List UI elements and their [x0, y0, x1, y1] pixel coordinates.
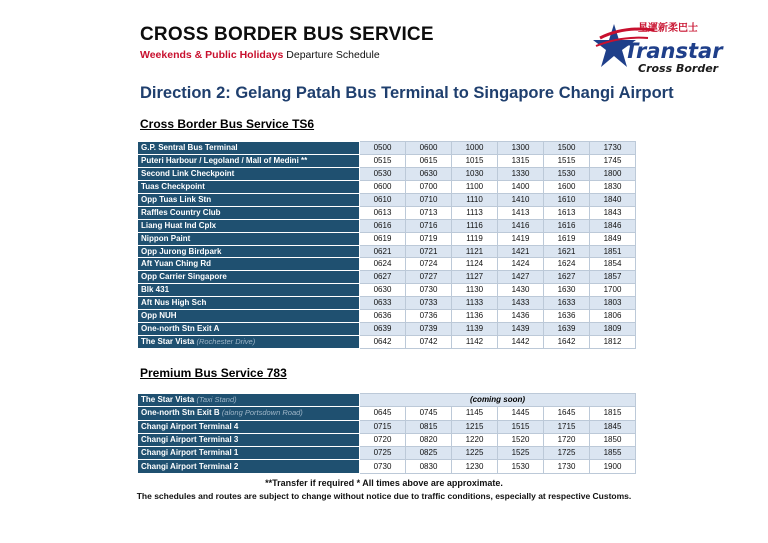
departure-time-cell: 1809 — [590, 323, 636, 336]
table-row — [138, 447, 636, 460]
departure-time-cell: 0530 — [360, 167, 406, 180]
stop-cell — [138, 193, 360, 206]
logo-chinese-text: 星運新柔巴士 — [638, 23, 698, 34]
departure-time-cell: 1843 — [590, 206, 636, 219]
stop-cell — [138, 154, 360, 167]
stop-name: One-north Stn Exit B — [141, 408, 220, 418]
departure-time-cell: 1645 — [544, 407, 590, 420]
stop-note: (along Portsdown Road) — [221, 408, 303, 418]
departure-time-cell: 1624 — [544, 258, 590, 271]
stop-name: The Star Vista — [141, 337, 195, 347]
departure-time-cell: 1715 — [544, 420, 590, 433]
stop-cell — [138, 219, 360, 232]
departure-time-cell: 1225 — [452, 447, 498, 460]
table-row — [138, 433, 636, 446]
departure-time-cell: 0610 — [360, 193, 406, 206]
departure-time-cell: 0645 — [360, 407, 406, 420]
stop-name: Liang Huat Ind Cplx — [141, 220, 217, 230]
departure-time-cell: 1030 — [452, 167, 498, 180]
stop-name: Opp Jurong Birdpark — [141, 246, 222, 256]
stop-name: One-north Stn Exit A — [141, 324, 220, 334]
departure-time-cell: 0639 — [360, 323, 406, 336]
departure-time-cell: 0615 — [406, 154, 452, 167]
departure-time-cell: 1515 — [544, 154, 590, 167]
departure-time-cell: 1619 — [544, 232, 590, 245]
stop-cell — [138, 297, 360, 310]
departure-time-cell: 1855 — [590, 447, 636, 460]
departure-time-cell: 0600 — [360, 180, 406, 193]
departure-time-cell: 0736 — [406, 310, 452, 323]
departure-time-cell: 0515 — [360, 154, 406, 167]
stop-cell — [138, 206, 360, 219]
departure-time-cell: 1830 — [590, 180, 636, 193]
stop-cell — [138, 407, 360, 420]
departure-time-cell: 1000 — [452, 142, 498, 155]
departure-time-cell: 1230 — [452, 460, 498, 473]
p783-title: Premium Bus Service 783 — [140, 366, 287, 380]
departure-time-cell: 1840 — [590, 193, 636, 206]
stop-cell — [138, 420, 360, 433]
departure-time-cell: 1113 — [452, 206, 498, 219]
departure-time-cell: 1627 — [544, 271, 590, 284]
departure-time-cell: 0630 — [360, 284, 406, 297]
stop-name: Nippon Paint — [141, 233, 191, 243]
departure-time-cell: 1100 — [452, 180, 498, 193]
departure-time-cell: 1136 — [452, 310, 498, 323]
departure-time-cell: 1846 — [590, 219, 636, 232]
departure-time-cell: 1421 — [498, 245, 544, 258]
stop-name: The Star Vista — [141, 395, 195, 405]
departure-time-cell: 0642 — [360, 336, 406, 349]
table-row — [138, 271, 636, 284]
page-title: CROSS BORDER BUS SERVICE — [140, 24, 434, 45]
departure-time-cell: 0745 — [406, 407, 452, 420]
departure-time-cell: 1815 — [590, 407, 636, 420]
departure-time-cell: 1130 — [452, 284, 498, 297]
ts6-title: Cross Border Bus Service TS6 — [140, 117, 315, 131]
table-row — [138, 245, 636, 258]
departure-time-cell: 0719 — [406, 232, 452, 245]
stop-name: Puteri Harbour / Legoland / Mall of Medini ** — [141, 155, 308, 165]
table-row — [138, 460, 636, 473]
stop-cell — [138, 180, 360, 193]
departure-time-cell: 1215 — [452, 420, 498, 433]
coming-soon-cell: (coming soon) — [360, 394, 636, 407]
departure-time-cell: 1400 — [498, 180, 544, 193]
departure-time-cell: 0627 — [360, 271, 406, 284]
departure-time-cell: 0619 — [360, 232, 406, 245]
stop-name: Aft Nus High Sch — [141, 298, 207, 308]
departure-time-cell: 1850 — [590, 433, 636, 446]
table-row — [138, 154, 636, 167]
departure-time-cell: 1630 — [544, 284, 590, 297]
departure-time-cell: 0724 — [406, 258, 452, 271]
departure-time-cell: 0600 — [406, 142, 452, 155]
stop-cell — [138, 460, 360, 473]
departure-time-cell: 1800 — [590, 167, 636, 180]
departure-time-cell: 0710 — [406, 193, 452, 206]
stop-cell — [138, 433, 360, 446]
departure-time-cell: 1530 — [498, 460, 544, 473]
transtar-logo-graphic — [594, 20, 723, 78]
table-row — [138, 167, 636, 180]
departure-time-cell: 0715 — [360, 420, 406, 433]
departure-time-cell: 1806 — [590, 310, 636, 323]
table-row — [138, 284, 636, 297]
table-row — [138, 310, 636, 323]
footer-disclaimer: The schedules and routes are subject to change without notice due to traffic conditions, especially at respective Customs. — [136, 491, 632, 501]
departure-time-cell: 1845 — [590, 420, 636, 433]
departure-time-cell: 0825 — [406, 447, 452, 460]
departure-time-cell: 0725 — [360, 447, 406, 460]
departure-time-cell: 1730 — [590, 142, 636, 155]
departure-time-cell: 1124 — [452, 258, 498, 271]
departure-time-cell: 1525 — [498, 447, 544, 460]
departure-time-cell: 1642 — [544, 336, 590, 349]
departure-time-cell: 1145 — [452, 407, 498, 420]
stop-cell — [138, 394, 360, 407]
departure-time-cell: 1720 — [544, 433, 590, 446]
departure-time-cell: 1725 — [544, 447, 590, 460]
departure-time-cell: 0815 — [406, 420, 452, 433]
departure-time-cell: 1119 — [452, 232, 498, 245]
table-row — [138, 420, 636, 433]
logo-brand: Transtar — [624, 39, 723, 63]
departure-time-cell: 1127 — [452, 271, 498, 284]
stop-cell — [138, 447, 360, 460]
stop-name: Aft Yuan Ching Rd — [141, 259, 212, 269]
departure-time-cell: 1142 — [452, 336, 498, 349]
departure-time-cell: 1636 — [544, 310, 590, 323]
direction-heading: Direction 2: Gelang Patah Bus Terminal to Singapore Changi Airport — [140, 84, 674, 102]
stop-name: Changi Airport Terminal 1 — [141, 448, 239, 458]
stop-cell — [138, 284, 360, 297]
departure-time-cell: 1110 — [452, 193, 498, 206]
page-subtitle — [140, 49, 380, 61]
stop-cell — [138, 336, 360, 349]
departure-time-cell: 1633 — [544, 297, 590, 310]
departure-time-cell: 0830 — [406, 460, 452, 473]
departure-time-cell: 1116 — [452, 219, 498, 232]
stop-name: Raffles Country Club — [141, 207, 221, 217]
departure-time-cell: 0616 — [360, 219, 406, 232]
departure-time-cell: 1530 — [544, 167, 590, 180]
stop-name: Blk 431 — [141, 285, 170, 295]
departure-time-cell: 0716 — [406, 219, 452, 232]
departure-time-cell: 1427 — [498, 271, 544, 284]
departure-time-cell: 1745 — [590, 154, 636, 167]
stop-cell — [138, 310, 360, 323]
departure-time-cell: 1500 — [544, 142, 590, 155]
departure-time-cell: 0727 — [406, 271, 452, 284]
departure-time-cell: 1700 — [590, 284, 636, 297]
departure-time-cell: 1445 — [498, 407, 544, 420]
departure-time-cell: 1621 — [544, 245, 590, 258]
departure-time-cell: 1424 — [498, 258, 544, 271]
departure-time-cell: 1730 — [544, 460, 590, 473]
departure-time-cell: 0624 — [360, 258, 406, 271]
stop-name: Tuas Checkpoint — [141, 181, 205, 191]
transtar-logo — [594, 20, 723, 78]
departure-time-cell: 0820 — [406, 433, 452, 446]
departure-time-cell: 0630 — [406, 167, 452, 180]
departure-time-cell: 0613 — [360, 206, 406, 219]
departure-time-cell: 1330 — [498, 167, 544, 180]
table-row — [138, 407, 636, 420]
table-row — [138, 142, 636, 155]
departure-time-cell: 1610 — [544, 193, 590, 206]
stop-note: (Rochester Drive) — [196, 337, 256, 347]
departure-time-cell: 1433 — [498, 297, 544, 310]
departure-time-cell: 1849 — [590, 232, 636, 245]
stop-name: Opp Carrier Singapore — [141, 272, 227, 282]
stop-name: Opp NUH — [141, 311, 177, 321]
logo-tagline: Cross Border — [638, 62, 719, 75]
table-row — [138, 297, 636, 310]
p783-schedule-table — [137, 393, 636, 474]
departure-time-cell: 1133 — [452, 297, 498, 310]
departure-time-cell: 1515 — [498, 420, 544, 433]
departure-time-cell: 1520 — [498, 433, 544, 446]
departure-time-cell: 1442 — [498, 336, 544, 349]
table-row — [138, 232, 636, 245]
departure-time-cell: 0730 — [360, 460, 406, 473]
p783-table-body — [138, 394, 636, 474]
departure-time-cell: 1436 — [498, 310, 544, 323]
departure-time-cell: 0739 — [406, 323, 452, 336]
stop-name: G.P. Sentral Bus Terminal — [141, 143, 238, 153]
ts6-schedule-table — [137, 141, 636, 349]
departure-time-cell: 0633 — [360, 297, 406, 310]
departure-time-cell: 1639 — [544, 323, 590, 336]
stop-note: (Taxi Stand) — [196, 395, 237, 405]
departure-time-cell: 0721 — [406, 245, 452, 258]
departure-time-cell: 1600 — [544, 180, 590, 193]
stop-name: Opp Tuas Link Stn — [141, 194, 212, 204]
subtitle-highlight: Weekends & Public Holidays — [140, 49, 284, 61]
subtitle-rest: Departure Schedule — [283, 49, 380, 61]
departure-time-cell: 1015 — [452, 154, 498, 167]
departure-time-cell: 1616 — [544, 219, 590, 232]
stop-cell — [138, 167, 360, 180]
departure-time-cell: 0500 — [360, 142, 406, 155]
departure-time-cell: 1900 — [590, 460, 636, 473]
stop-name: Second Link Checkpoint — [141, 168, 235, 178]
departure-time-cell: 1315 — [498, 154, 544, 167]
departure-time-cell: 0733 — [406, 297, 452, 310]
stop-cell — [138, 323, 360, 336]
table-row — [138, 206, 636, 219]
departure-time-cell: 0730 — [406, 284, 452, 297]
footer-note: **Transfer if required * All times above are approximate. — [265, 478, 503, 488]
departure-time-cell: 1416 — [498, 219, 544, 232]
departure-time-cell: 0700 — [406, 180, 452, 193]
stop-name: Changi Airport Terminal 3 — [141, 434, 239, 444]
table-row — [138, 258, 636, 271]
departure-time-cell: 1854 — [590, 258, 636, 271]
departure-time-cell: 1857 — [590, 271, 636, 284]
departure-time-cell: 1139 — [452, 323, 498, 336]
departure-time-cell: 0720 — [360, 433, 406, 446]
stop-cell — [138, 245, 360, 258]
departure-time-cell: 0713 — [406, 206, 452, 219]
departure-time-cell: 1851 — [590, 245, 636, 258]
stop-cell — [138, 232, 360, 245]
stop-cell — [138, 271, 360, 284]
departure-time-cell: 1419 — [498, 232, 544, 245]
departure-time-cell: 1300 — [498, 142, 544, 155]
table-row — [138, 394, 636, 407]
departure-time-cell: 1430 — [498, 284, 544, 297]
ts6-table-body — [138, 142, 636, 349]
departure-time-cell: 1439 — [498, 323, 544, 336]
departure-time-cell: 1410 — [498, 193, 544, 206]
departure-time-cell: 1220 — [452, 433, 498, 446]
departure-time-cell: 1613 — [544, 206, 590, 219]
table-row — [138, 193, 636, 206]
departure-time-cell: 0636 — [360, 310, 406, 323]
table-row — [138, 180, 636, 193]
stop-name: Changi Airport Terminal 2 — [141, 461, 239, 471]
table-row — [138, 336, 636, 349]
stop-name: Changi Airport Terminal 4 — [141, 421, 239, 431]
departure-time-cell: 1413 — [498, 206, 544, 219]
table-row — [138, 323, 636, 336]
departure-time-cell: 1803 — [590, 297, 636, 310]
departure-time-cell: 0742 — [406, 336, 452, 349]
departure-time-cell: 1121 — [452, 245, 498, 258]
departure-time-cell: 1812 — [590, 336, 636, 349]
stop-cell — [138, 142, 360, 155]
stop-cell — [138, 258, 360, 271]
departure-time-cell: 0621 — [360, 245, 406, 258]
table-row — [138, 219, 636, 232]
